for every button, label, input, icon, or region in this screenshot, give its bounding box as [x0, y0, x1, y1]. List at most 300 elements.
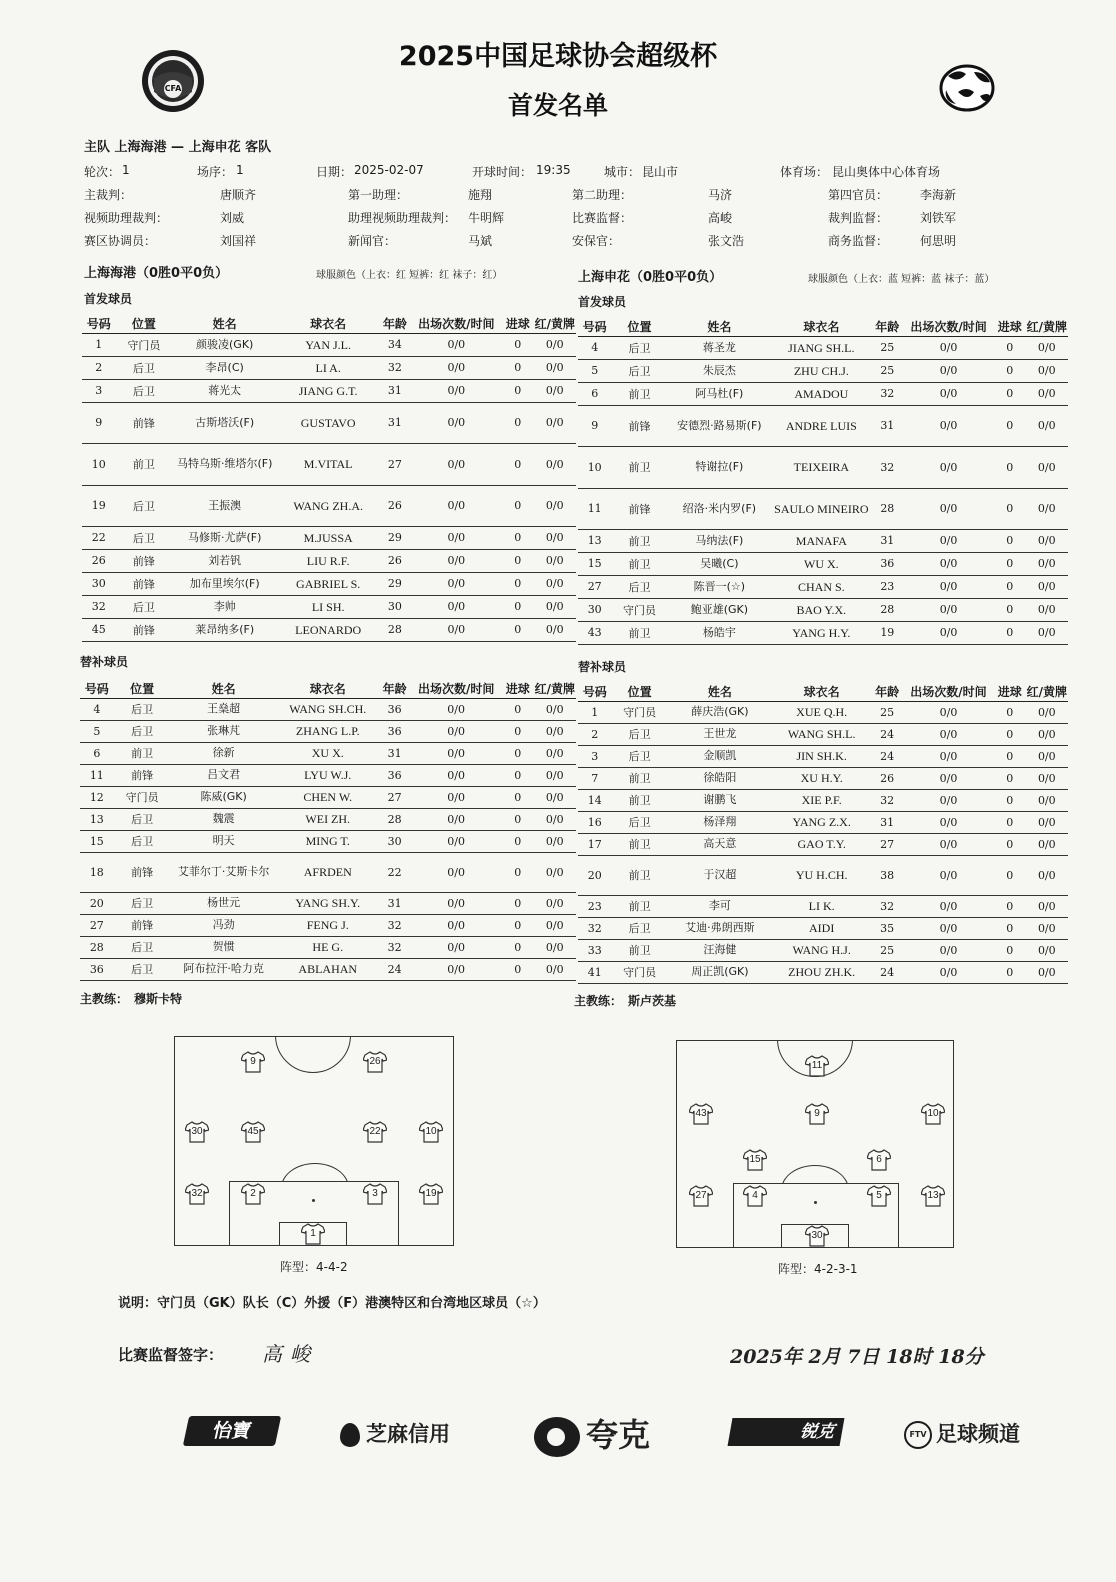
age: 36: [379, 698, 411, 720]
player-name: 李昂(C): [172, 356, 277, 379]
age: 28: [872, 598, 904, 621]
shirt-name: GUSTAVO: [277, 402, 379, 443]
shirt-number-label: 30: [191, 1126, 203, 1137]
column-header: 球衣名: [277, 680, 379, 698]
age: 24: [871, 723, 903, 745]
home-formation-label: 阵型：: [280, 1260, 317, 1274]
match-no-label: 场序：: [197, 165, 234, 179]
table-row: [82, 356, 576, 379]
shirt-name: ZHU CH.J.: [771, 359, 871, 382]
age: 25: [871, 939, 903, 961]
player-name: 徐新: [171, 742, 277, 764]
age: 26: [379, 549, 411, 572]
shirt-number: 45: [82, 618, 116, 641]
shirt-name: LYU W.J.: [277, 764, 379, 786]
shirt-number: 43: [578, 621, 611, 644]
shirt-number: 1: [82, 333, 116, 356]
home-coach: [80, 990, 182, 1007]
column-header: 进球: [994, 683, 1026, 701]
official-role: 新闻官：: [348, 234, 397, 248]
column-header: 进球: [502, 315, 534, 333]
sponsor-quark: 夸克: [534, 1410, 650, 1457]
shirt-number: 32: [578, 917, 611, 939]
goals: 0: [502, 808, 534, 830]
cards: 0/0: [1026, 961, 1068, 983]
shirt-name: JIANG G.T.: [277, 379, 379, 402]
away-formation-label: 阵型：: [778, 1262, 815, 1276]
appearances: 0/0: [411, 549, 502, 572]
appearances: 0/0: [410, 764, 501, 786]
cards: 0/0: [1026, 575, 1068, 598]
official-role: 第一助理：: [348, 188, 409, 202]
table-row: [82, 443, 576, 485]
appearances: 0/0: [411, 595, 502, 618]
shirt-name: ANDRE LUIS: [771, 405, 871, 446]
age: 19: [872, 621, 904, 644]
player-name: 阿马杜(F): [668, 382, 772, 405]
cards: 0/0: [534, 958, 576, 980]
table-row: [578, 552, 1068, 575]
shirt-number: 33: [578, 939, 611, 961]
appearances: 0/0: [903, 767, 994, 789]
shirt-number: 5: [80, 720, 114, 742]
column-header: 号码: [82, 315, 116, 333]
player-name: 明天: [171, 830, 277, 852]
shirt-number: 30: [578, 598, 611, 621]
cards: 0/0: [534, 356, 576, 379]
goals: 0: [994, 745, 1026, 767]
table-row: [578, 811, 1068, 833]
shirt-name: GABRIEL S.: [277, 572, 379, 595]
position: 前卫: [611, 552, 667, 575]
official-role: 第二助理：: [572, 188, 633, 202]
shirt-name: JIANG SH.L.: [771, 336, 871, 359]
officials-block: [84, 186, 1034, 256]
table-row: [80, 936, 576, 958]
shirt-name: YU H.CH.: [772, 855, 871, 895]
ftv-icon: FTV: [904, 1421, 932, 1449]
player-name: 加布里埃尔(F): [172, 572, 277, 595]
cards: 0/0: [1026, 767, 1068, 789]
column-header: 号码: [578, 683, 611, 701]
player-name: 蒋圣龙: [668, 336, 772, 359]
goals: 0: [502, 764, 534, 786]
shirt-name: WANG H.J.: [772, 939, 871, 961]
position: 守门员: [116, 333, 173, 356]
position: 前卫: [114, 742, 171, 764]
cards: 0/0: [534, 379, 576, 402]
age: 36: [379, 720, 411, 742]
table-row: [578, 745, 1068, 767]
position: 后卫: [114, 720, 171, 742]
shirt-name: GAO T.Y.: [772, 833, 871, 855]
player-name: 马修斯·尤萨(F): [172, 526, 277, 549]
column-header: 出场次数/时间: [903, 683, 994, 701]
shirt-number: 10: [82, 443, 116, 485]
age: 34: [379, 333, 411, 356]
player-name: 艾菲尔丁·艾斯卡尔: [171, 852, 277, 892]
city-value: 昆山市: [642, 165, 679, 179]
shirt-number: 17: [578, 833, 611, 855]
shirt-number-label: 43: [695, 1108, 707, 1119]
appearances: 0/0: [410, 830, 501, 852]
table-row: [82, 485, 576, 526]
cards: 0/0: [534, 618, 576, 641]
player-name: 莱昂纳多(F): [172, 618, 277, 641]
home-starters-table: [82, 315, 576, 642]
cards: 0/0: [1026, 723, 1068, 745]
player-shirt-icon: [419, 1121, 443, 1143]
appearances: 0/0: [411, 618, 502, 641]
sponsor-ruike: 锐克: [728, 1418, 845, 1446]
age: 26: [379, 485, 411, 526]
appearances: 0/0: [903, 359, 994, 382]
cards: 0/0: [534, 852, 576, 892]
column-header: 红/黄牌: [534, 680, 576, 698]
away-kit-colors: 球服颜色（上衣：蓝 短裤：蓝 袜子：蓝）: [808, 274, 995, 285]
appearances: 0/0: [411, 443, 502, 485]
match-info-row: [84, 163, 1034, 181]
appearances: 0/0: [410, 852, 501, 892]
table-row: [82, 379, 576, 402]
column-header: 姓名: [668, 318, 772, 336]
column-header: 出场次数/时间: [411, 315, 502, 333]
appearances: 0/0: [903, 833, 994, 855]
table-row: [80, 914, 576, 936]
table-row: [578, 723, 1068, 745]
column-header: 位置: [116, 315, 173, 333]
away-coach-label: 主教练：: [574, 994, 623, 1008]
shirt-number: 15: [578, 552, 611, 575]
shirt-name: MING T.: [277, 830, 379, 852]
shirt-number: 23: [578, 895, 611, 917]
shirt-number: 27: [80, 914, 114, 936]
player-name: 金顺凯: [668, 745, 772, 767]
cards: 0/0: [534, 485, 576, 526]
position: 守门员: [611, 961, 667, 983]
column-header: 红/黄牌: [1026, 683, 1068, 701]
age: 32: [872, 446, 904, 488]
table-row: [82, 595, 576, 618]
away-coach-name: 斯卢茨基: [628, 994, 677, 1008]
table-row: [80, 958, 576, 980]
shirt-number-label: 13: [927, 1190, 939, 1201]
appearances: 0/0: [903, 598, 994, 621]
player-shirt-icon: [241, 1183, 265, 1205]
shirt-number: 28: [80, 936, 114, 958]
zhima-icon: [340, 1423, 360, 1447]
appearances: 0/0: [411, 402, 502, 443]
official-role: 商务监督：: [828, 234, 889, 248]
player-name: 王燊超: [171, 698, 277, 720]
official-name: 唐顺齐: [220, 188, 257, 202]
shirt-name: LI SH.: [277, 595, 379, 618]
cards: 0/0: [534, 830, 576, 852]
cards: 0/0: [1026, 621, 1068, 644]
column-header: 出场次数/时间: [410, 680, 501, 698]
table-row: [80, 830, 576, 852]
player-shirt-icon: [743, 1149, 767, 1171]
position: 后卫: [114, 698, 171, 720]
shirt-name: CHAN S.: [771, 575, 871, 598]
age: 31: [871, 811, 903, 833]
shirt-number: 9: [82, 402, 116, 443]
shirt-number: 20: [578, 855, 611, 895]
goals: 0: [994, 359, 1026, 382]
player-name: 于汉超: [668, 855, 772, 895]
player-shirt-icon: [185, 1121, 209, 1143]
goals: 0: [994, 552, 1026, 575]
player-shirt-icon: [921, 1103, 945, 1125]
goals: 0: [994, 382, 1026, 405]
goals: 0: [994, 895, 1026, 917]
appearances: 0/0: [410, 936, 501, 958]
column-header: 年龄: [871, 683, 903, 701]
table-row: [80, 786, 576, 808]
position: 后卫: [611, 575, 667, 598]
table-row: [578, 895, 1068, 917]
age: 32: [379, 914, 411, 936]
age: 27: [379, 443, 411, 485]
shirt-number-label: 26: [369, 1056, 381, 1067]
cards: 0/0: [534, 526, 576, 549]
shirt-name: YANG SH.Y.: [277, 892, 379, 914]
appearances: 0/0: [411, 485, 502, 526]
goals: 0: [502, 786, 534, 808]
table-row: [578, 917, 1068, 939]
appearances: 0/0: [411, 356, 502, 379]
home-formation: [280, 1258, 348, 1275]
shirt-number-label: 3: [372, 1188, 378, 1199]
player-name: 蒋光太: [172, 379, 277, 402]
official-name: 刘国祥: [220, 234, 257, 248]
shirt-name: M.VITAL: [277, 443, 379, 485]
column-header: 红/黄牌: [1026, 318, 1068, 336]
shirt-number: 22: [82, 526, 116, 549]
age: 32: [379, 356, 411, 379]
player-shirt-icon: [805, 1225, 829, 1247]
signed-date: 2025年 2月 7日 18时 18分: [730, 1346, 984, 1368]
cards: 0/0: [534, 402, 576, 443]
player-name: 吴曦(C): [668, 552, 772, 575]
position: 后卫: [116, 356, 173, 379]
table-row: [578, 575, 1068, 598]
shirt-name: SAULO MINEIRO: [771, 488, 871, 529]
shirt-number: 6: [80, 742, 114, 764]
away-subs-label: 替补球员: [578, 660, 627, 674]
player-name: 颜骏凌(GK): [172, 333, 277, 356]
column-header: 进球: [994, 318, 1026, 336]
official-name: 施翔: [468, 188, 493, 202]
table-row: [578, 446, 1068, 488]
column-header: 位置: [611, 318, 667, 336]
quark-icon: [534, 1417, 580, 1457]
shirt-number: 13: [80, 808, 114, 830]
position: 后卫: [114, 830, 171, 852]
shirt-name: TEIXEIRA: [771, 446, 871, 488]
shirt-number: 11: [578, 488, 611, 529]
shirt-number: 20: [80, 892, 114, 914]
appearances: 0/0: [903, 895, 994, 917]
age: 36: [379, 764, 411, 786]
shirt-number-label: 22: [369, 1126, 381, 1137]
table-row: [80, 852, 576, 892]
cards: 0/0: [1026, 855, 1068, 895]
position: 后卫: [611, 336, 667, 359]
official-name: 李海新: [920, 188, 957, 202]
player-shirt-icon: [363, 1121, 387, 1143]
goals: 0: [502, 852, 534, 892]
position: 后卫: [611, 745, 667, 767]
player-name: 谢鹏飞: [668, 789, 772, 811]
shirt-number: 9: [578, 405, 611, 446]
position: 前锋: [116, 549, 173, 572]
away-formation-value: 4-2-3-1: [814, 1262, 858, 1276]
player-name: 张琳芃: [171, 720, 277, 742]
table-row: [80, 892, 576, 914]
teams-line: 主队 上海海港 — 上海申花 客队: [84, 140, 272, 155]
position: 前卫: [611, 895, 667, 917]
shirt-number-label: 6: [876, 1154, 882, 1165]
appearances: 0/0: [903, 811, 994, 833]
cards: 0/0: [534, 572, 576, 595]
cards: 0/0: [534, 936, 576, 958]
official-name: 张文浩: [708, 234, 745, 248]
shirt-name: YAN J.L.: [277, 333, 379, 356]
goals: 0: [502, 892, 534, 914]
appearances: 0/0: [411, 526, 502, 549]
player-name: 鲍亚雄(GK): [668, 598, 772, 621]
goals: 0: [502, 526, 534, 549]
table-row: [80, 742, 576, 764]
shirt-number-label: 45: [247, 1126, 259, 1137]
appearances: 0/0: [903, 939, 994, 961]
shirt-number: 3: [578, 745, 611, 767]
goals: 0: [994, 811, 1026, 833]
position: 后卫: [611, 359, 667, 382]
penalty-spot: [814, 1201, 817, 1204]
city-label: 城市：: [604, 165, 641, 179]
shirt-name: CHEN W.: [277, 786, 379, 808]
position: 后卫: [611, 917, 667, 939]
cards: 0/0: [534, 549, 576, 572]
away-team-record: 上海申花（0胜0平0负）: [578, 270, 723, 285]
position: 前卫: [611, 833, 667, 855]
shirt-number: 36: [80, 958, 114, 980]
age: 27: [871, 833, 903, 855]
legend-note: 说明：守门员（GK）队长（C）外援（F）港澳特区和台湾地区球员（☆）: [118, 1296, 546, 1311]
goals: 0: [994, 405, 1026, 446]
shirt-name: LEONARDO: [277, 618, 379, 641]
age: 28: [379, 618, 411, 641]
player-name: 陈晋一(☆): [668, 575, 772, 598]
goals: 0: [994, 939, 1026, 961]
player-shirt-icon: [363, 1183, 387, 1205]
goals: 0: [994, 855, 1026, 895]
table-row: [578, 405, 1068, 446]
position: 前锋: [114, 914, 171, 936]
official-role: 视频助理裁判：: [84, 211, 169, 225]
age: 28: [379, 808, 411, 830]
shirt-number-label: 30: [811, 1230, 823, 1241]
cards: 0/0: [1026, 529, 1068, 552]
table-header-row: [82, 315, 576, 333]
player-shirt-icon: [363, 1051, 387, 1073]
official-name: 何思明: [920, 234, 957, 248]
player-name: 马纳法(F): [668, 529, 772, 552]
age: 24: [871, 745, 903, 767]
kickoff-label: 开球时间：: [472, 165, 533, 179]
table-row: [80, 720, 576, 742]
table-row: [82, 549, 576, 572]
official-role: 裁判监督：: [828, 211, 889, 225]
cards: 0/0: [534, 333, 576, 356]
goals: 0: [994, 961, 1026, 983]
player-shirt-icon: [689, 1103, 713, 1125]
table-row: [82, 526, 576, 549]
position: 前卫: [611, 789, 667, 811]
home-subs-label: 替补球员: [80, 655, 129, 669]
shirt-name: MANAFA: [771, 529, 871, 552]
age: 31: [379, 892, 411, 914]
table-row: [578, 701, 1068, 723]
position: 前卫: [611, 529, 667, 552]
table-header-row: [80, 680, 576, 698]
shirt-number: 32: [82, 595, 116, 618]
player-shirt-icon: [241, 1051, 265, 1073]
table-row: [578, 336, 1068, 359]
stadium-value: 昆山奥体中心体育场: [832, 165, 941, 179]
cards: 0/0: [534, 443, 576, 485]
cards: 0/0: [534, 764, 576, 786]
player-shirt-icon: [185, 1183, 209, 1205]
round-value: 1: [122, 163, 130, 177]
signature-label: 比赛监督签字：: [118, 1346, 224, 1364]
goals: 0: [994, 575, 1026, 598]
goals: 0: [502, 402, 534, 443]
player-name: 特谢拉(F): [668, 446, 772, 488]
appearances: 0/0: [903, 961, 994, 983]
column-header: 号码: [80, 680, 114, 698]
position: 守门员: [611, 598, 667, 621]
shirt-name: XUE Q.H.: [772, 701, 871, 723]
goals: 0: [994, 833, 1026, 855]
appearances: 0/0: [411, 333, 502, 356]
official-role: 安保官：: [572, 234, 621, 248]
appearances: 0/0: [903, 855, 994, 895]
official-name: 马斌: [468, 234, 493, 248]
sponsor-yibao: 怡寶: [183, 1416, 281, 1446]
player-name: 汪海健: [668, 939, 772, 961]
shirt-number-label: 1: [310, 1228, 316, 1239]
position: 前锋: [611, 488, 667, 529]
column-header: 姓名: [171, 680, 277, 698]
goals: 0: [994, 723, 1026, 745]
shirt-number: 7: [578, 767, 611, 789]
player-name: 刘若钒: [172, 549, 277, 572]
table-row: [82, 618, 576, 641]
table-row: [80, 764, 576, 786]
position: 后卫: [611, 723, 667, 745]
goals: 0: [994, 789, 1026, 811]
official-role: 比赛监督：: [572, 211, 633, 225]
player-name: 朱辰杰: [668, 359, 772, 382]
shirt-number-label: 11: [811, 1060, 823, 1071]
appearances: 0/0: [903, 529, 994, 552]
supervisor-signature: 高峻: [262, 1342, 318, 1366]
cards: 0/0: [1026, 405, 1068, 446]
shirt-number-label: 19: [425, 1188, 437, 1199]
